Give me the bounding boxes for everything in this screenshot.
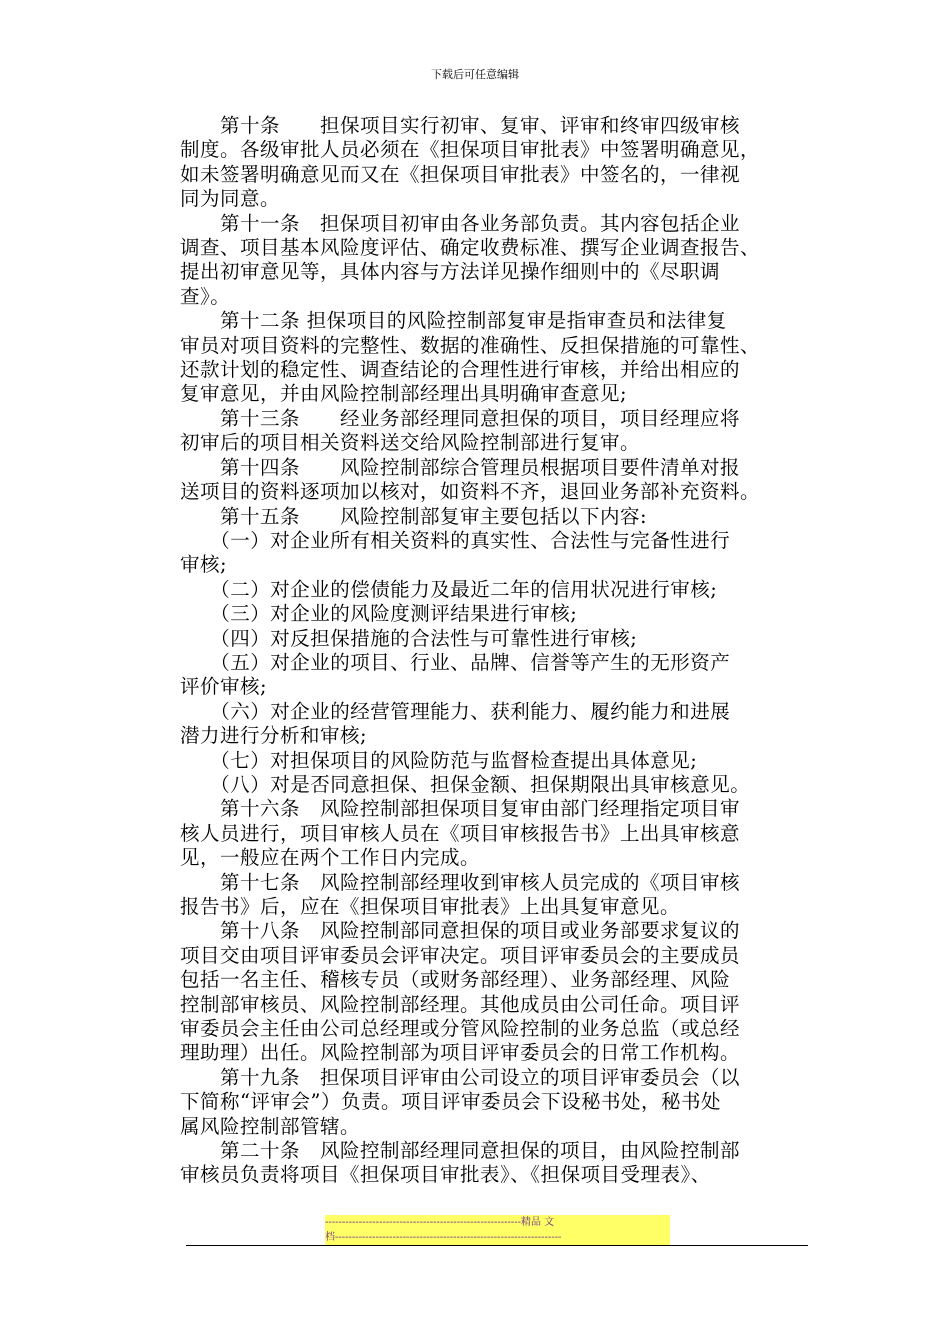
text-line: 第十一条 担保项目初审由各业务部负责。其内容包括企业 [180,211,741,235]
text-line: 第十四条 风险控制部综合管理员根据项目要件清单对报 [180,455,741,479]
text-line: （八）对是否同意担保、担保金额、担保期限出具审核意见。 [180,772,751,796]
text-line: 调查、项目基本风险度评估、确定收费标准、撰写企业调查报告、 [180,236,761,260]
text-line: 审核员负责将项目《担保项目审批表》、《担保项目受理表》、 [180,1163,711,1187]
footer-divider [186,1245,808,1246]
page-header: 下载后可任意编辑 [431,68,519,81]
text-line: （七）对担保项目的风险防范与监督检查提出具体意见; [180,748,698,772]
text-line: 潜力进行分析和审核; [180,724,368,748]
text-line: 包括一名主任、稽核专员（或财务部经理）、业务部经理、风险 [180,968,731,992]
text-line: 核人员进行，项目审核人员在《项目审核报告书》上出具审核意 [180,821,741,845]
text-line: 下简称“评审会”）负责。项目评审委员会下设秘书处，秘书处 [180,1090,721,1114]
footer-watermark-line-1: ----------------------------------------------------------精品 文 [325,1215,670,1230]
text-line: （三）对企业的风险度测评结果进行审核; [180,602,578,626]
text-line: 见，一般应在两个工作日内完成。 [180,846,481,870]
text-line: 属风险控制部管辖。 [180,1114,361,1138]
text-line: 提出初审意见等，具体内容与方法详见操作细则中的《尽职调 [180,260,721,284]
text-line: 还款计划的稳定性、调查结论的合理性进行审核，并给出相应的 [180,358,741,382]
text-line: 审员对项目资料的完整性、数据的准确性、反担保措施的可靠性、 [180,333,761,357]
text-line: 查》。 [180,284,231,308]
text-line: 复审意见，并由风险控制部经理出具明确审查意见; [180,382,628,406]
text-line: （四）对反担保措施的合法性与可靠性进行审核; [180,626,638,650]
text-line: 报告书》后，应在《担保项目审批表》上出具复审意见。 [180,895,681,918]
text-line: 如未签署明确意见而又在《担保项目审批表》中签名的，一律视 [180,162,741,186]
text-line: 第十七条 风险控制部经理收到审核人员完成的《项目审核 [180,870,741,894]
text-line: 第十条 担保项目实行初审、复审、评审和终审四级审核 [180,114,741,137]
text-line: 审核; [180,553,228,577]
text-line: 第十八条 风险控制部同意担保的项目或业务部要求复议的 [180,919,741,943]
text-line: 第十三条 经业务部经理同意担保的项目，项目经理应将 [180,406,741,430]
text-line: 初审后的项目相关资料送交给风险控制部进行复审。 [180,431,641,455]
text-line: 同为同意。 [180,187,281,211]
text-line: 第十九条 担保项目评审由公司设立的项目评审委员会（以 [180,1065,741,1089]
document-body [180,114,808,1188]
text-line: 送项目的资料逐项加以核对，如资料不齐，退回业务部补充资料。 [180,480,761,504]
text-line: （二）对企业的偿债能力及最近二年的信用状况进行审核; [180,577,718,601]
text-line: 项目交由项目评审委员会评审决定。项目评审委员会的主要成员 [180,943,741,967]
text-line: 理助理）出任。风险控制部为项目评审委员会的日常工作机构。 [180,1041,741,1065]
text-line: 第十五条 风险控制部复审主要包括以下内容: [180,504,648,528]
text-line: （一）对企业所有相关资料的真实性、合法性与完备性进行 [180,528,731,552]
text-line: 制度。各级审批人员必须在《担保项目审批表》中签署明确意见， [180,138,761,162]
text-line: 审委员会主任由公司总经理或分管风险控制的业务总监（或总经 [180,1017,741,1041]
text-line: 第十二条 担保项目的风险控制部复审是指审查员和法律复 [180,309,727,333]
text-line: 评价审核; [180,675,268,699]
footer-watermark-line-2: 档------------------------------------------------------------------- [325,1230,670,1245]
text-line: 控制部审核员、风险控制部经理。其他成员由公司任命。项目评 [180,992,741,1016]
text-line: （六）对企业的经营管理能力、获利能力、履约能力和进展 [180,699,731,723]
text-line: （五）对企业的项目、行业、品牌、信誉等产生的无形资产 [180,650,731,674]
text-line: 第十六条 风险控制部担保项目复审由部门经理指定项目审 [180,797,741,821]
text-line: 第二十条 风险控制部经理同意担保的项目，由风险控制部 [180,1139,741,1163]
